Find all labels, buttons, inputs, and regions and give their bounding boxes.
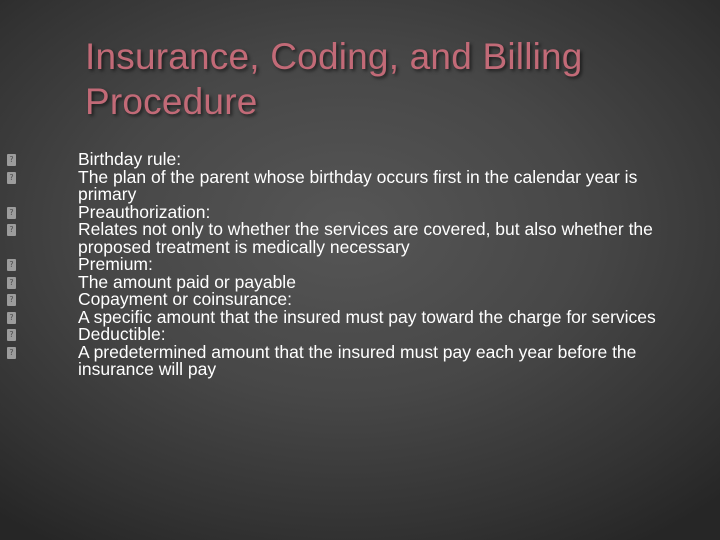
bullet-text: A predetermined amount that the insured must pay each year before the insurance will pay	[78, 341, 637, 379]
missing-glyph-icon	[7, 277, 16, 289]
missing-glyph-icon	[7, 312, 16, 324]
missing-glyph-icon	[7, 347, 16, 359]
missing-glyph-icon	[7, 329, 16, 341]
slide-title: Insurance, Coding, and Billing Procedure	[85, 36, 583, 122]
missing-glyph-icon	[7, 294, 16, 306]
missing-glyph-icon	[7, 207, 16, 219]
bullet-text: Preauthorization:	[78, 201, 211, 222]
bullet-text: Birthday rule:	[78, 149, 182, 169]
missing-glyph-icon	[7, 172, 16, 184]
bullet-list	[78, 151, 678, 379]
missing-glyph-icon	[7, 154, 16, 166]
bullet-text: Copayment or coinsurance:	[78, 289, 292, 309]
missing-glyph-icon	[7, 224, 16, 236]
bullet-text: Relates not only to whether the services are covered, but also whether the proposed treatment is medically necessary	[78, 219, 653, 257]
bullet-text: The plan of the parent whose birthday occurs first in the calendar year is primary	[78, 166, 638, 204]
bullet-text: Deductible:	[78, 324, 166, 344]
bullet-text: The amount paid or payable	[78, 271, 296, 292]
missing-glyph-icon	[7, 259, 16, 271]
bullet-item	[78, 166, 678, 204]
bullet-text: A specific amount that the insured must pay toward the charge for services	[78, 306, 656, 327]
bullet-text: Premium:	[78, 254, 153, 274]
bullet-item	[78, 221, 678, 256]
bullet-item	[78, 306, 678, 327]
bullet-item	[78, 341, 678, 379]
